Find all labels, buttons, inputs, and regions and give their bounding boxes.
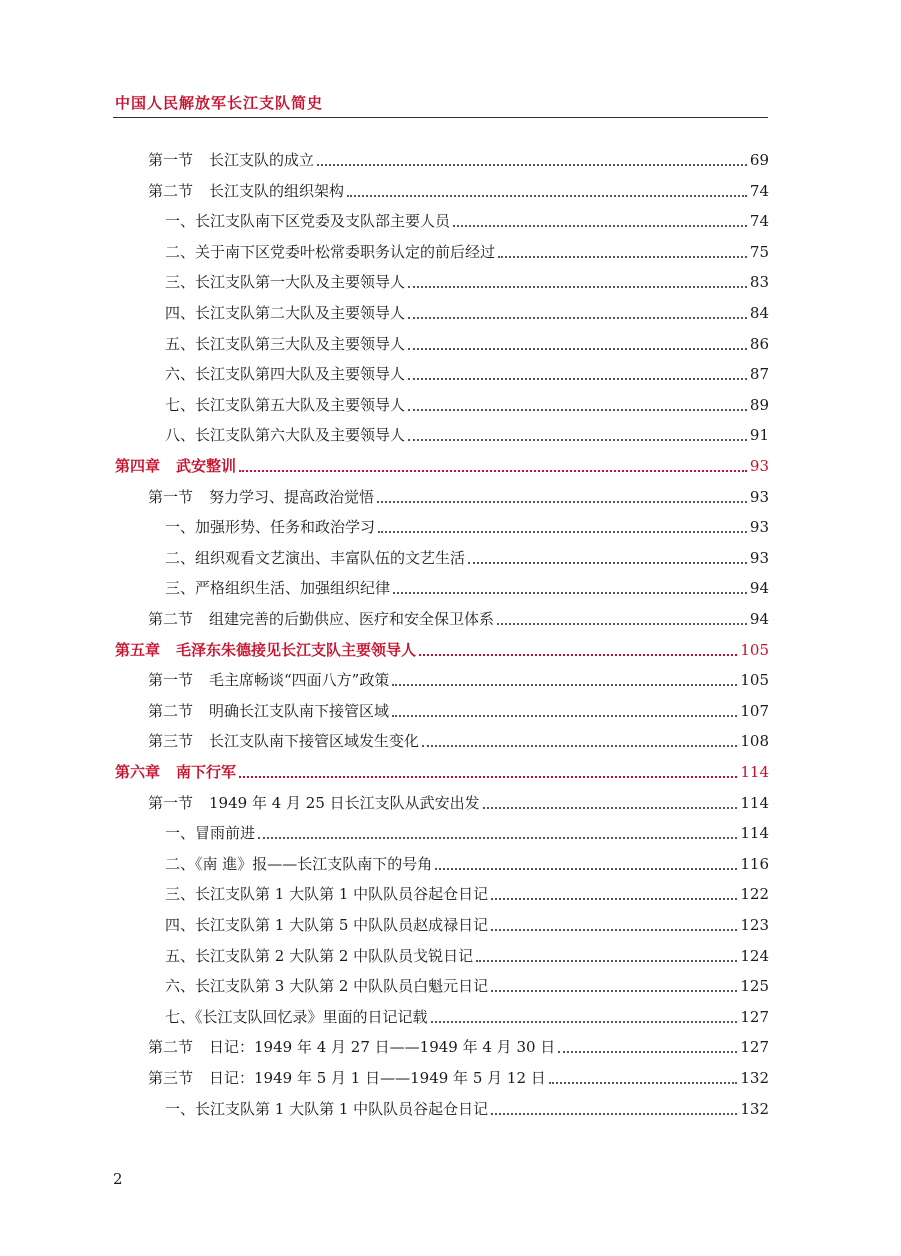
toc-entry-label	[165, 211, 450, 231]
toc-entry-item	[165, 936, 769, 966]
toc-entry-title: 1949 年 4 月 25 日长江支队从武安出发	[209, 793, 480, 812]
toc-entry-title: 明确长江支队南下接管区域	[209, 701, 390, 720]
toc-entry-chapter	[115, 752, 769, 782]
toc-entry-label	[148, 1068, 546, 1088]
toc-entry-label	[148, 487, 374, 507]
toc-dot-leader	[435, 868, 737, 870]
toc-entry-title: 长江支队南下接管区域发生变化	[209, 732, 420, 751]
toc-entry-page: 74	[749, 212, 769, 231]
toc-entry-title: 日记：1949 年 4 月 27 日——1949 年 4 月 30 日	[209, 1038, 556, 1057]
toc-entry-label	[165, 303, 405, 323]
toc-entry-item	[165, 507, 769, 537]
toc-entry-title: 三、严格组织生活、加强组织纪律	[165, 579, 391, 598]
toc-entry-title: 二、组织观看文艺演出、丰富队伍的文艺生活	[165, 548, 466, 567]
toc-entry-number: 第二节	[148, 181, 194, 200]
toc-entry-label	[165, 548, 465, 568]
toc-entry-section	[148, 171, 769, 201]
toc-entry-number: 第四章	[115, 457, 161, 475]
toc-dot-leader	[468, 562, 747, 564]
toc-entry-title: 三、长江支队第 1 大队第 1 中队队员谷起仓日记	[165, 885, 489, 904]
toc-entry-number: 第一节	[148, 151, 194, 169]
toc-dot-leader	[498, 256, 747, 258]
toc-dot-leader	[408, 317, 747, 319]
toc-dot-leader	[419, 654, 737, 656]
toc-entry-item	[165, 538, 769, 568]
toc-entry-label	[165, 425, 405, 445]
toc-entry-title: 毛泽东朱德接见长江支队主要领导人	[176, 640, 417, 659]
toc-entry-label	[165, 854, 432, 874]
toc-dot-leader	[408, 378, 747, 380]
toc-dot-leader	[408, 409, 747, 411]
toc-entry-page: 87	[749, 365, 769, 384]
toc-entry-label	[165, 395, 405, 415]
toc-dot-leader	[377, 501, 747, 503]
toc-entry-title: 一、长江支队第 1 大队第 1 中队队员谷起仓日记	[165, 1099, 489, 1118]
toc-entry-item	[165, 905, 769, 935]
toc-entry-title: 毛主席畅谈“四面八方”政策	[209, 671, 390, 690]
toc-dot-leader	[491, 898, 737, 900]
toc-entry-label	[165, 1099, 488, 1119]
toc-entry-title: 一、加强形势、任务和政治学习	[165, 518, 376, 537]
toc-entry-item	[165, 201, 769, 231]
toc-entry-page: 114	[740, 824, 769, 843]
toc-entry-page: 127	[740, 1007, 769, 1026]
toc-entry-page: 74	[749, 181, 769, 200]
toc-dot-leader	[558, 1051, 737, 1053]
toc-entry-label	[165, 1007, 428, 1027]
toc-dot-leader	[491, 990, 737, 992]
toc-entry-section	[148, 660, 769, 690]
toc-entry-page: 116	[740, 854, 769, 873]
toc-entry-title: 一、长江支队南下区党委及支队部主要人员	[165, 212, 451, 231]
toc-entry-section	[148, 599, 769, 629]
toc-entry-chapter	[115, 630, 769, 660]
toc-entry-number: 第二节	[148, 1038, 194, 1057]
toc-entry-page: 91	[749, 426, 769, 445]
toc-entry-item	[165, 966, 769, 996]
toc-entry-page: 105	[740, 640, 769, 659]
toc-dot-leader	[378, 531, 747, 533]
toc-dot-leader	[239, 470, 747, 472]
toc-entry-label	[165, 976, 488, 996]
toc-entry-title: 三、长江支队第一大队及主要领导人	[165, 273, 406, 292]
toc-entry-label	[165, 884, 488, 904]
toc-entry-label	[148, 181, 344, 201]
toc-entry-title: 二、《南 進》报——长江支队南下的号角	[165, 854, 433, 873]
toc-entry-page: 114	[740, 793, 769, 812]
toc-entry-section	[148, 783, 769, 813]
toc-dot-leader	[453, 225, 747, 227]
toc-dot-leader	[317, 164, 747, 166]
toc-entry-title: 六、长江支队第四大队及主要领导人	[165, 365, 406, 384]
toc-entry-page: 69	[749, 151, 769, 169]
toc-entry-title: 七、长江支队第五大队及主要领导人	[165, 395, 406, 414]
toc-entry-item	[165, 232, 769, 262]
toc-dot-leader	[476, 960, 737, 962]
toc-dot-leader	[392, 684, 737, 686]
toc-entry-item	[165, 813, 769, 843]
toc-entry-number: 第三节	[148, 1069, 194, 1087]
toc-entry-page: 89	[749, 395, 769, 414]
toc-entry-label	[165, 946, 473, 966]
toc-entry-page: 93	[749, 487, 769, 506]
page-number: 2	[113, 1170, 123, 1188]
toc-entry-item	[165, 997, 769, 1027]
toc-entry-item	[165, 293, 769, 323]
toc-entry-item	[165, 385, 769, 415]
toc-entry-title: 七、《长江支队回忆录》里面的日记记载	[165, 1007, 428, 1026]
toc-entry-number: 第一节	[148, 671, 194, 690]
toc-dot-leader	[549, 1082, 738, 1084]
toc-entry-page: 127	[740, 1038, 769, 1057]
running-header-title: 中国人民解放军长江支队简史	[115, 94, 324, 112]
toc-dot-leader	[408, 286, 747, 288]
toc-entry-page: 124	[740, 946, 769, 965]
toc-entry-label	[165, 334, 405, 354]
toc-dot-leader	[483, 807, 738, 809]
toc-entry-label	[165, 364, 405, 384]
toc-dot-leader	[258, 837, 737, 839]
toc-entry-number: 第六章	[115, 763, 161, 781]
toc-entry-page: 125	[740, 977, 769, 996]
toc-entry-page: 93	[749, 548, 769, 567]
toc-entry-item	[165, 874, 769, 904]
toc-entry-item	[165, 262, 769, 292]
toc-entry-item	[165, 415, 769, 445]
toc-entry-title: 武安整训	[176, 457, 237, 475]
toc-entry-label	[148, 609, 494, 629]
toc-dot-leader	[408, 348, 747, 350]
toc-entry-page: 132	[740, 1069, 769, 1087]
toc-entry-title: 组建完善的后勤供应、医疗和安全保卫体系	[209, 610, 495, 628]
toc-entry-label	[148, 670, 389, 690]
toc-entry-title: 长江支队的成立	[209, 151, 315, 169]
toc-dot-leader	[491, 929, 737, 931]
toc-entry-title: 四、长江支队第 1 大队第 5 中队队员赵成禄日记	[165, 916, 489, 934]
toc-entry-chapter	[115, 446, 769, 476]
toc-entry-title: 四、长江支队第二大队及主要领导人	[165, 304, 406, 322]
toc-entry-title: 二、关于南下区党委叶松常委职务认定的前后经过	[165, 242, 496, 261]
toc-entry-page: 75	[749, 242, 769, 261]
toc-entry-item	[165, 844, 769, 874]
toc-entry-title: 长江支队的组织架构	[209, 181, 345, 200]
toc-entry-title: 一、冒雨前进	[165, 824, 256, 843]
toc-entry-title: 日记：1949 年 5 月 1 日——1949 年 5 月 12 日	[209, 1069, 546, 1087]
toc-dot-leader	[431, 1021, 738, 1023]
toc-entry-page: 105	[740, 671, 769, 690]
toc-entry-section	[148, 477, 769, 507]
toc-entry-number: 第五章	[115, 640, 161, 659]
toc-entry-item	[165, 1089, 769, 1119]
toc-entry-label	[148, 701, 389, 721]
toc-entry-page: 123	[740, 916, 769, 934]
toc-dot-leader	[422, 745, 737, 747]
toc-entry-label	[115, 762, 236, 782]
toc-entry-title: 努力学习、提高政治觉悟	[209, 487, 375, 506]
toc-entry-number: 第二节	[148, 701, 194, 720]
toc-entry-page: 93	[749, 518, 769, 537]
toc-entry-section	[148, 721, 769, 751]
toc-entry-item	[165, 354, 769, 384]
toc-entry-page: 122	[740, 885, 769, 904]
toc-entry-label	[165, 915, 488, 935]
toc-entry-label	[115, 640, 416, 660]
toc-entry-label	[148, 150, 314, 170]
toc-entry-label	[115, 456, 236, 476]
toc-entry-number: 第一节	[148, 793, 194, 812]
toc-dot-leader	[347, 195, 747, 197]
toc-entry-section	[148, 1058, 769, 1088]
toc-entry-page: 83	[749, 273, 769, 292]
toc-entry-page: 108	[740, 732, 769, 751]
toc-entry-label	[165, 823, 255, 843]
toc-entry-section	[148, 691, 769, 721]
toc-entry-item	[165, 568, 769, 598]
toc-entry-label	[165, 242, 495, 262]
toc-dot-leader	[239, 776, 737, 778]
toc-entry-label	[165, 272, 405, 292]
toc-entry-number: 第三节	[148, 732, 194, 751]
toc-dot-leader	[491, 1113, 737, 1115]
toc-entry-number: 第一节	[148, 487, 194, 506]
toc-entry-page: 93	[749, 457, 769, 475]
toc-entry-section	[148, 1027, 769, 1057]
header-rule	[113, 117, 768, 118]
toc-entry-title: 五、长江支队第三大队及主要领导人	[165, 334, 406, 353]
toc-dot-leader	[392, 715, 737, 717]
toc-entry-label	[148, 731, 419, 751]
toc-entry-page: 94	[749, 579, 769, 598]
toc-entry-page: 84	[749, 304, 769, 322]
toc-entry-page: 107	[740, 701, 769, 720]
toc-entry-item	[165, 324, 769, 354]
toc-entry-title: 六、长江支队第 3 大队第 2 中队队员白魁元日记	[165, 977, 489, 996]
toc-entry-title: 南下行军	[176, 763, 237, 781]
toc-entry-page: 94	[749, 610, 769, 628]
toc-entry-number: 第二节	[148, 610, 194, 628]
toc-entry-section	[148, 140, 769, 170]
toc-dot-leader	[497, 623, 747, 625]
toc-entry-label	[148, 793, 480, 813]
toc-entry-title: 八、长江支队第六大队及主要领导人	[165, 426, 406, 445]
toc-dot-leader	[393, 592, 747, 594]
toc-entry-label	[165, 517, 375, 537]
toc-entry-label	[165, 578, 390, 598]
toc-entry-page: 86	[749, 334, 769, 353]
toc-dot-leader	[408, 439, 747, 441]
toc-entry-title: 五、长江支队第 2 大队第 2 中队队员戈锐日记	[165, 946, 474, 965]
toc-entry-label	[148, 1037, 555, 1057]
toc-entry-page: 114	[740, 763, 769, 781]
toc-entry-page: 132	[740, 1099, 769, 1118]
